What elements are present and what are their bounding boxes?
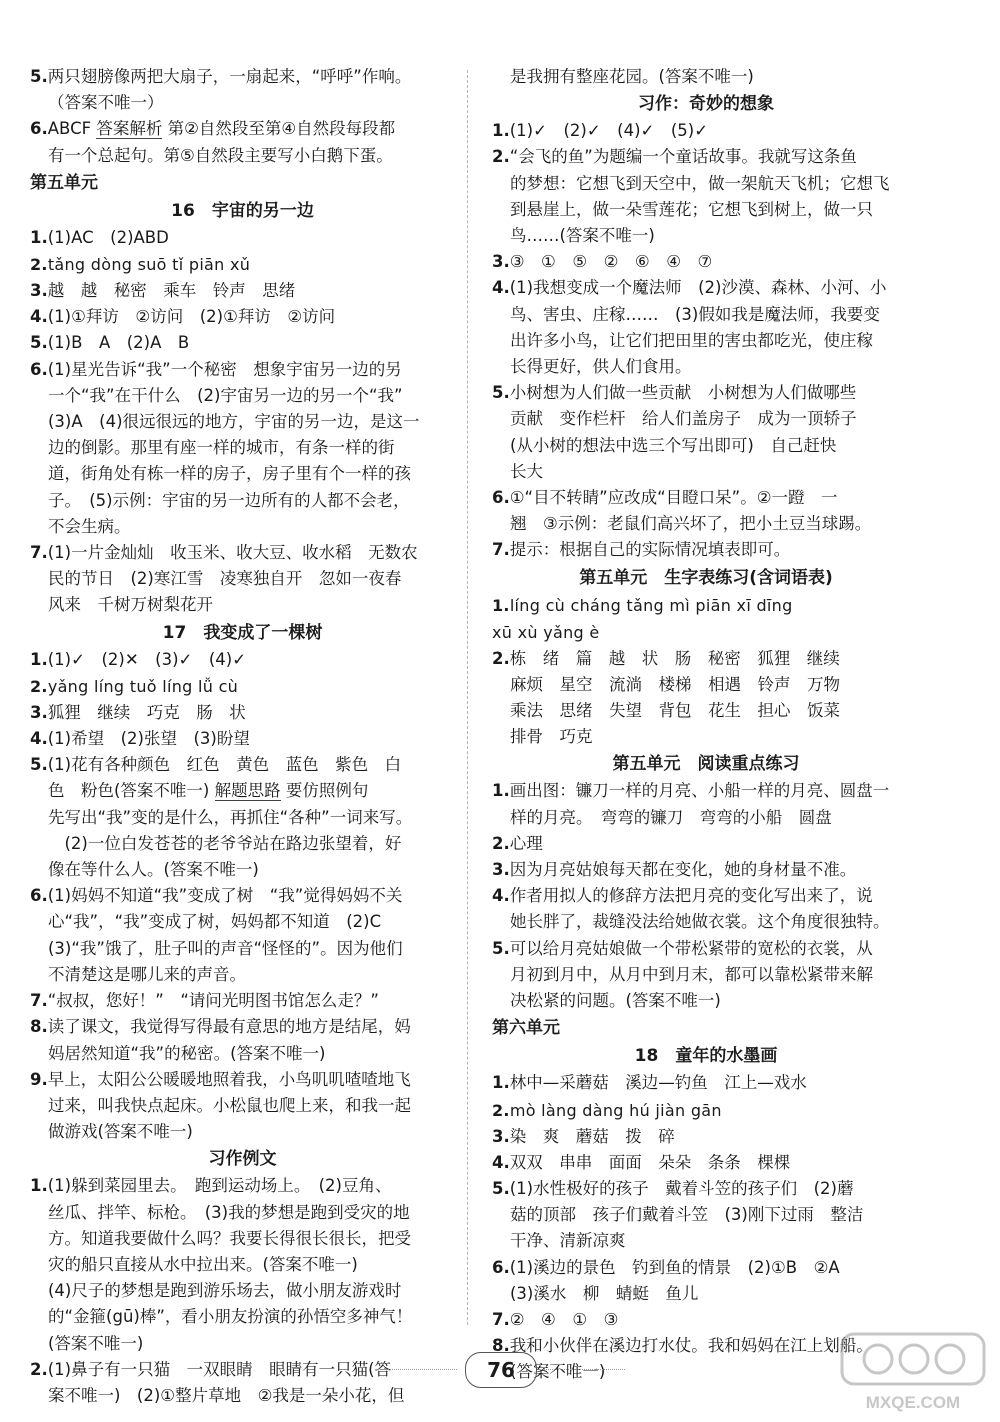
- lesson-heading: [30, 619, 455, 647]
- answer-line: [492, 698, 920, 724]
- line-text: 双双 串串 面面 朵朵 条条 棵棵: [509, 1152, 791, 1172]
- line-text: (1)星光告诉“我”一个秘密 想象宇宙另一边的另: [47, 359, 402, 379]
- answer-line: [492, 805, 920, 831]
- line-text: 早上，太阳公公暖暖地照着我，小鸟叽叽喳喳地飞: [47, 1069, 411, 1089]
- line-text: (1)水性极好的孩子 戴着斗笠的孩子们 (2)蘑: [509, 1178, 854, 1198]
- line-text: 到悬崖上，做一朵雪莲花；它想飞到树上，做一只: [510, 199, 873, 219]
- item-number: 1.: [30, 1176, 48, 1196]
- line-text: mò làng dàng hú jiàn gān: [509, 1100, 722, 1120]
- item-number: 5.: [30, 333, 48, 353]
- answer-line: [30, 409, 455, 435]
- item-number: 6.: [30, 886, 48, 906]
- answer-line: [492, 223, 920, 249]
- line-text: 丝瓜、拌竿、标枪。 (3)我的梦想是跑到受灾的地: [48, 1202, 410, 1222]
- watermark-logo: [838, 1330, 988, 1415]
- analysis-tag: 解题思路: [214, 781, 281, 801]
- item-number: 7.: [492, 1309, 510, 1329]
- line-text: 干净、清新凉爽: [510, 1231, 626, 1251]
- answer-line: [30, 1014, 455, 1040]
- line-text: 翘 ③示例：老鼠们高兴坏了，把小土豆当球踢。: [510, 514, 872, 534]
- answer-line: [30, 909, 455, 935]
- line-text: (答案不唯一): [510, 1362, 606, 1382]
- item-number: 1.: [30, 649, 48, 669]
- item-number: 7.: [492, 540, 510, 560]
- right-column: [492, 64, 920, 1386]
- item-number: 9.: [30, 1069, 48, 1089]
- item-number: 6.: [30, 359, 48, 379]
- line-text: 道，街角处有栋一样的房子，房子里有个一样的孩: [48, 464, 411, 484]
- item-number: 1.: [492, 781, 510, 801]
- line-text: 子。 (5)示例：宇宙的另一边所有的人都不会老，: [48, 490, 410, 510]
- item-number: 3.: [492, 1126, 510, 1146]
- line-text-after: 第②自然段至第④自然段每段都: [162, 119, 396, 139]
- answer-line: [30, 700, 455, 726]
- answer-line: [492, 197, 920, 223]
- answer-line: [492, 64, 920, 90]
- line-text: 不会生病。: [48, 516, 131, 536]
- line-text: (1)鼻子有一只猫 一双眼睛 眼睛有一只猫(答: [47, 1359, 392, 1379]
- line-text: 是我拥有整座花园。(答案不唯一): [510, 67, 754, 86]
- line-text: (1)妈妈不知道“我”变成了树 “我”觉得妈妈不关: [47, 886, 403, 906]
- line-text: 长得更好，供人们食用。: [510, 357, 692, 377]
- line-text: （答案不唯一）: [48, 93, 164, 113]
- line-text: 出许多小鸟，让它们把田里的害虫都吃光，使庄稼: [510, 330, 873, 350]
- line-text: 月初到月中，从月中到月末，都可以靠松紧带来解: [510, 964, 873, 984]
- line-text: 狐狸 继续 巧克 肠 状: [47, 702, 246, 722]
- line-text: 案不唯一) (2)①整片草地 ②我是一朵小花，但: [48, 1385, 405, 1405]
- answer-line: [492, 1097, 920, 1124]
- answer-line: [492, 672, 920, 698]
- line-text: 菇的顶部 孩子们戴着斗笠 (3)刚下过雨 整洁: [510, 1205, 864, 1225]
- line-text: (答案不唯一): [48, 1333, 144, 1353]
- item-number: 2.: [30, 676, 48, 696]
- answer-line: [492, 1176, 920, 1202]
- answer-line: [30, 64, 455, 90]
- answer-line: [492, 537, 920, 563]
- line-text: 提示：根据自己的实际情况填表即可。: [509, 540, 791, 560]
- line-text: tǎng dòng suō tǐ piān xǔ: [47, 255, 251, 275]
- item-number: 3.: [30, 702, 48, 722]
- item-number: 8.: [492, 1336, 510, 1356]
- line-text: (3)“我”饿了，肚子叫的声音“怪怪的”。因为他们: [48, 938, 403, 958]
- item-number: 3.: [492, 860, 510, 880]
- answer-line: [492, 511, 920, 537]
- answer-line: [492, 485, 920, 511]
- answer-line: [492, 831, 920, 857]
- line-text: 可以给月亮姑娘做一个带松紧带的宽松的衣裳，从: [509, 938, 873, 958]
- line-text: (1)希望 (2)张望 (3)盼望: [47, 729, 250, 749]
- answer-line: [30, 1200, 455, 1226]
- item-number: 6.: [492, 488, 510, 508]
- footer-rule-right: [543, 1369, 625, 1370]
- line-text: ①“目不转睛”应改成“目瞪口呆”。②一蹬 一: [509, 488, 838, 508]
- item-number: 4.: [492, 278, 510, 298]
- line-text: (1)躲到菜园里去。 跑到运动场上。 (2)豆角、: [47, 1176, 392, 1196]
- line-text: 过来，叫我快点起床。小松鼠也爬上来，和我一起: [48, 1095, 411, 1115]
- answer-line: [492, 459, 920, 485]
- line-text: 鸟、害虫、庄稼…… (3)假如我是魔法师，我要变: [510, 304, 880, 324]
- answer-line: [30, 592, 455, 618]
- answer-line: [30, 1304, 455, 1330]
- column-divider: [467, 70, 468, 1325]
- answer-line: [492, 857, 920, 883]
- line-text: “叔叔，您好！” “请问光明图书馆怎么走？”: [47, 991, 379, 1011]
- lesson-heading: [30, 1145, 455, 1173]
- line-text: 林中—采蘑菇 溪边—钓鱼 江上—戏水: [509, 1073, 807, 1093]
- answer-line: [30, 962, 455, 988]
- lesson-heading: [30, 197, 455, 225]
- line-text: 我和小伙伴在溪边打水仗。我和妈妈在江上划船。: [509, 1336, 873, 1356]
- line-text-after: 要仿照例句: [280, 781, 369, 801]
- item-number: 7.: [30, 991, 48, 1011]
- answer-line: [492, 646, 920, 672]
- item-number: 2.: [30, 1359, 48, 1379]
- line-text: yǎng líng tuǒ líng lǚ cù: [47, 676, 239, 696]
- footer-rule-left: [375, 1369, 457, 1370]
- answer-line: [30, 435, 455, 461]
- item-number: 1.: [492, 1073, 510, 1093]
- answer-line: [492, 724, 920, 750]
- answer-line: [30, 383, 455, 409]
- answer-line: [30, 304, 455, 330]
- answer-line: [30, 831, 455, 857]
- answer-line: [30, 726, 455, 752]
- unit-heading: [492, 1014, 920, 1042]
- left-column: [30, 64, 455, 1409]
- line-text: 像在等什么人。(答案不唯一): [48, 860, 259, 880]
- line-text: 先写出“我”变的是什么，再抓住“各种”一词来写。: [48, 807, 413, 827]
- item-number: 3.: [30, 281, 48, 301]
- lesson-heading: [492, 1042, 920, 1070]
- line-text: líng cù cháng tǎng mì piān xī dīng: [509, 595, 793, 615]
- answer-line: [30, 143, 455, 169]
- line-text: (1)①拜访 ②访问 (2)①拜访 ②访问: [47, 307, 336, 327]
- line-text: 长大: [510, 461, 543, 481]
- item-number: 3.: [492, 252, 510, 272]
- answer-line: [30, 514, 455, 540]
- item-number: 8.: [30, 1017, 48, 1037]
- answer-line: [30, 1119, 455, 1145]
- line-text: 因为月亮姑娘每天都在变化，她的身材量不准。: [509, 860, 857, 880]
- item-number: 6.: [30, 119, 48, 139]
- line-text: 边的倒影。那里有座一样的城市，有条一样的街: [48, 438, 395, 458]
- item-number: 2.: [492, 147, 510, 167]
- answer-line: [30, 225, 455, 251]
- line-text: 染 爽 蘑菇 拨 碎: [509, 1126, 675, 1146]
- item-number: 5.: [30, 67, 48, 86]
- answer-line: [30, 1041, 455, 1067]
- answer-line: [492, 592, 920, 619]
- line-text: 一个“我”在干什么 (2)宇宙另一边的另一个“我”: [48, 385, 403, 405]
- line-text: ABCF: [47, 119, 97, 139]
- line-text: (4)尺子的梦想是跑到游乐场去，做小朋友游戏时: [48, 1281, 402, 1301]
- unit-heading: [30, 169, 455, 197]
- answer-line: [492, 171, 920, 197]
- answer-line: [492, 433, 920, 459]
- answer-line: [30, 1067, 455, 1093]
- answer-line: [492, 302, 920, 328]
- item-number: 1.: [30, 227, 48, 247]
- answer-line: [492, 380, 920, 406]
- answer-line: [492, 118, 920, 144]
- line-text: 妈居然知道“我”的秘密。(答案不唯一): [48, 1043, 326, 1063]
- answer-line: [492, 909, 920, 935]
- answer-line: [30, 673, 455, 700]
- answer-line: [30, 488, 455, 514]
- item-number: 2.: [492, 648, 510, 668]
- line-text: 排骨 巧克: [510, 727, 593, 747]
- line-text: (1)我想变成一个魔法师 (2)沙漠、森林、小河、小: [509, 278, 887, 298]
- answer-line: [492, 988, 920, 1014]
- line-text: 第五单元 阅读重点练习: [612, 754, 800, 775]
- item-number: 7.: [30, 543, 48, 563]
- line-text: 的“金箍(gū)棒”，看小朋友扮演的孙悟空多神气！: [48, 1307, 413, 1327]
- answer-line: [30, 1278, 455, 1304]
- line-text: 色 粉色(答案不唯一): [48, 781, 215, 801]
- answer-line: [30, 566, 455, 592]
- answer-line: [30, 251, 455, 278]
- line-text: (3)溪水 柳 蜻蜓 鱼儿: [510, 1283, 699, 1303]
- answer-line: [30, 1226, 455, 1252]
- line-text: 18 童年的水墨画: [634, 1046, 778, 1067]
- line-text: 鸟……(答案不唯一): [510, 226, 655, 246]
- item-number: 1.: [492, 121, 510, 141]
- answer-line: [30, 90, 455, 116]
- line-text: (1)✓ (2)✓ (4)✓ (5)✓: [509, 121, 709, 141]
- answer-line: [30, 116, 455, 142]
- item-number: 4.: [30, 729, 48, 749]
- line-text: 灾的船只直接从水中拉出来。(答案不唯一): [48, 1254, 358, 1274]
- line-text: (1)B A (2)A B: [47, 333, 190, 353]
- line-text: 麻烦 星空 流淌 楼梯 相遇 铃声 万物: [510, 674, 840, 694]
- line-text: 习作：奇妙的想象: [638, 94, 774, 115]
- answer-line: [492, 1202, 920, 1228]
- line-text: ③ ① ⑤ ② ⑥ ④ ⑦: [509, 252, 713, 272]
- answer-line: [30, 752, 455, 778]
- line-text: 心理: [509, 833, 543, 853]
- item-number: 6.: [492, 1257, 510, 1277]
- analysis-tag: 答案解析: [96, 119, 163, 139]
- lesson-heading: [492, 750, 920, 778]
- answer-line: [30, 461, 455, 487]
- answer-line: [492, 1150, 920, 1176]
- answer-line: [30, 805, 455, 831]
- answer-line: [492, 1070, 920, 1096]
- answer-line: [492, 1281, 920, 1307]
- item-number: 4.: [30, 307, 48, 327]
- item-number: 5.: [492, 938, 510, 958]
- line-text: 决松紧的问题。(答案不唯一): [510, 991, 721, 1011]
- line-text: 读了课文，我觉得写得最有意思的地方是结尾，妈: [47, 1017, 411, 1037]
- line-text: (从小树的想法中选三个写出即可) 自己赶快: [510, 435, 837, 455]
- answer-line: [492, 1228, 920, 1254]
- line-text: 17 我变成了一棵树: [162, 622, 323, 643]
- answer-line: [30, 1173, 455, 1199]
- item-number: 1.: [492, 595, 510, 615]
- answer-line: [492, 406, 920, 432]
- answer-line: [492, 1124, 920, 1150]
- line-text: “会飞的鱼”为题编一个童话故事。我就写这条鱼: [509, 147, 857, 167]
- lesson-heading: [492, 564, 920, 592]
- line-text: 贡献 变作栏杆 给人们盖房子 成为一顶轿子: [510, 409, 857, 429]
- line-text: 两只翅膀像两把大扇子，一扇起来，“呼呼”作响。: [47, 67, 412, 86]
- line-text: 画出图：镰刀一样的月亮、小船一样的月亮、圆盘一: [509, 781, 890, 801]
- item-number: 4.: [492, 886, 510, 906]
- line-text: ② ④ ① ③: [509, 1309, 619, 1329]
- answer-line: [30, 330, 455, 356]
- answer-line: [492, 883, 920, 909]
- line-text: (2)一位白发苍苍的老爷爷站在路边张望着，好: [48, 833, 402, 853]
- line-text: 习作例文: [208, 1149, 277, 1170]
- line-text: 作者用拟人的修辞方法把月亮的变化写出来了，说: [509, 886, 873, 906]
- line-text: 越 越 秘密 乘车 铃声 思绪: [47, 281, 296, 301]
- answer-line: [30, 883, 455, 909]
- answer-line: [30, 857, 455, 883]
- line-text: (3)A (4)很远很远的地方，宇宙的另一边，是这一: [48, 412, 420, 432]
- answer-line: [492, 144, 920, 170]
- line-text: 小树想为人们做一些贡献 小树想为人们做哪些: [509, 383, 857, 403]
- line-text: 风来 千树万树梨花开: [48, 595, 213, 615]
- line-text: 栋 绪 篇 越 状 肠 秘密 狐狸 继续: [509, 648, 840, 668]
- answer-line: [30, 778, 455, 804]
- answer-line: [492, 275, 920, 301]
- line-text: xū xù yǎng è: [492, 622, 600, 642]
- line-text: 有一个总起句。第⑤自然段主要写小白鹅下蛋。: [48, 145, 393, 165]
- line-text: 第五单元: [30, 172, 98, 193]
- item-number: 5.: [492, 1178, 510, 1198]
- line-text: 她长胖了，裁缝没法给她做衣裳。这个角度很独特。: [510, 912, 890, 932]
- line-text: 样的月亮。 弯弯的镰刀 弯弯的小船 圆盘: [510, 807, 832, 827]
- answer-line: [30, 936, 455, 962]
- item-number: 4.: [492, 1152, 510, 1172]
- page-number: 76: [465, 1352, 537, 1388]
- line-text: 方。知道我要做什么吗？我要长得很长很长，把受: [48, 1228, 411, 1248]
- line-text: (1)花有各种颜色 红色 黄色 蓝色 紫色 白: [47, 755, 402, 775]
- answer-line: [30, 988, 455, 1014]
- answer-line: [492, 778, 920, 804]
- line-text: 心“我”，“我”变成了树，妈妈都不知道 (2)C: [48, 912, 382, 932]
- line-text: (1)一片金灿灿 收玉米、收大豆、收水稻 无数农: [47, 543, 418, 563]
- watermark-site: MXQE.COM: [865, 1393, 961, 1412]
- answer-line: [30, 357, 455, 383]
- item-number: 5.: [30, 755, 48, 775]
- answer-line: [492, 962, 920, 988]
- line-text: (1)AC (2)ABD: [47, 227, 169, 247]
- line-text: 民的节日 (2)寒江雪 凌寒独自开 忽如一夜春: [48, 569, 402, 589]
- line-text: 乘法 思绪 失望 背包 花生 担心 饭菜: [510, 701, 840, 721]
- answer-line: [30, 1252, 455, 1278]
- answer-line: [492, 249, 920, 275]
- answer-line: [492, 619, 920, 646]
- answer-line: [492, 354, 920, 380]
- line-text: 的梦想：它想飞到天空中，做一架航天飞机；它想飞: [510, 173, 890, 193]
- line-text: (1)溪边的景色 钓到鱼的情景 (2)①B ②A: [509, 1257, 840, 1277]
- answer-line: [30, 540, 455, 566]
- line-text: 第六单元: [492, 1018, 560, 1039]
- item-number: 2.: [492, 833, 510, 853]
- answer-line: [30, 1093, 455, 1119]
- answer-line: [492, 936, 920, 962]
- item-number: 5.: [492, 383, 510, 403]
- line-text: 第五单元 生字表练习(含词语表): [579, 567, 833, 588]
- answer-line: [30, 278, 455, 304]
- item-number: 2.: [492, 1100, 510, 1120]
- line-text: 做游戏(答案不唯一): [48, 1122, 193, 1142]
- line-text: 不清楚这是哪儿来的声音。: [48, 964, 246, 984]
- lesson-heading: [492, 90, 920, 118]
- answer-line: [492, 328, 920, 354]
- item-number: 2.: [30, 255, 48, 275]
- answer-line: [30, 647, 455, 673]
- line-text: (1)✓ (2)✕ (3)✓ (4)✓: [47, 649, 247, 669]
- answer-line: [492, 1255, 920, 1281]
- line-text: 16 宇宙的另一边: [171, 200, 314, 221]
